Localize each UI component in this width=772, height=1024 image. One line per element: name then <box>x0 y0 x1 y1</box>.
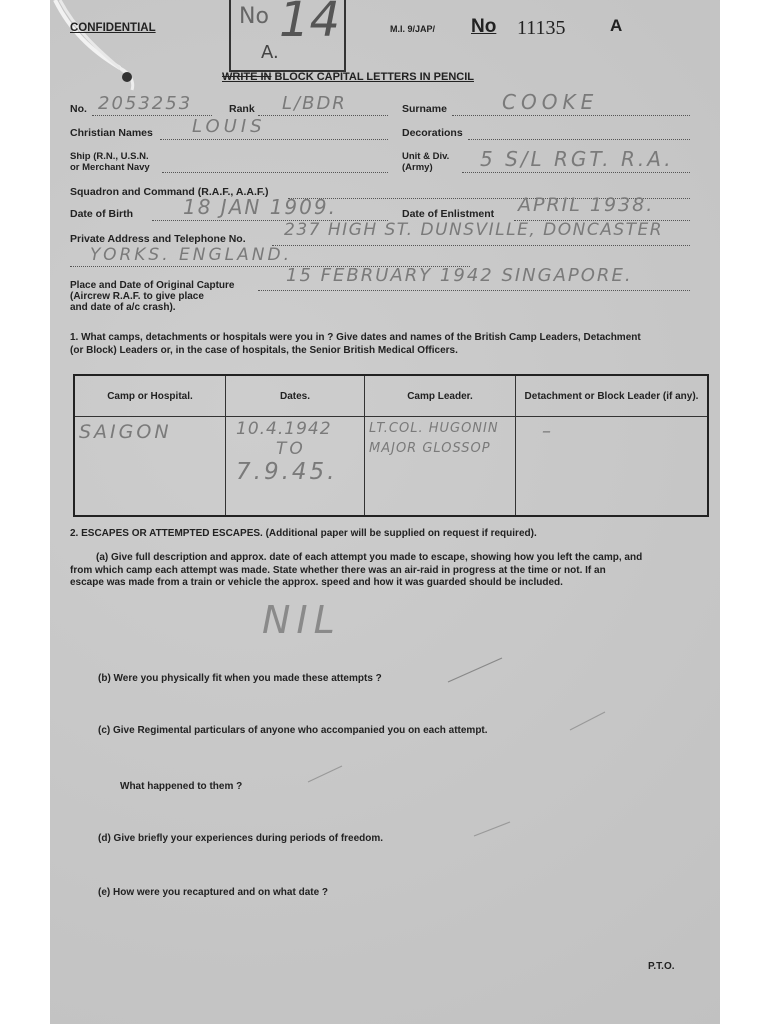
christian-names-label: Christian Names <box>70 127 153 139</box>
col-dates: Dates. <box>226 375 365 417</box>
address-value-2: YORKS. ENGLAND. <box>90 245 292 265</box>
instruction-rest: BLOCK CAPITAL LETTERS IN PENCIL <box>271 71 474 83</box>
ship-line <box>162 172 388 173</box>
service-no-value: 2053253 <box>98 93 193 114</box>
stamp-number: 14 <box>279 0 341 48</box>
section2-question-e: (e) How were you recaptured and on what date ? <box>98 887 329 898</box>
service-no-label: No. <box>70 103 87 115</box>
christian-names-line <box>160 139 388 140</box>
answer-a: NIL <box>262 598 341 642</box>
unit-label: Unit & Div. (Army) <box>402 151 450 173</box>
instruction-line <box>222 71 474 83</box>
address-label: Private Address and Telephone No. <box>70 233 246 245</box>
section2-question-c: (c) Give Regimental particulars of anyone who accompanied you on each attempt. <box>98 725 488 736</box>
enlistment-label: Date of Enlistment <box>402 208 495 220</box>
office-stamp <box>229 0 346 72</box>
table-row <box>74 417 708 517</box>
col-camp-leader: Camp Leader. <box>365 375 516 417</box>
address-line-1 <box>272 245 690 246</box>
unit-line <box>462 172 690 173</box>
tag-string-icon <box>50 0 140 95</box>
serial-number: 11135 <box>517 17 566 39</box>
instruction-struck: WRITE IN <box>222 71 272 83</box>
rank-value: L/BDR <box>282 93 347 114</box>
number-label: No <box>471 16 497 37</box>
rank-line <box>258 115 388 116</box>
address-value-1: 237 HIGH ST. DUNSVILLE, DONCASTER <box>284 220 664 240</box>
pencil-strokes-icon <box>50 640 720 860</box>
surname-label: Surname <box>402 103 447 115</box>
ship-label: Ship (R.N., U.S.N. or Merchant Navy <box>70 151 150 173</box>
dob-value: 18 JAN 1909. <box>183 195 337 219</box>
section1-question: 1. What camps, detachments or hospitals were you in ? Give dates and names of the British Camp Leaders, Detachment (or Block) Leaders or, in the case of hospitals, the Senior British Medical Officers. <box>70 332 641 356</box>
form-page <box>50 0 720 1024</box>
serial-suffix: A <box>610 16 623 35</box>
capture-value: 15 FEBRUARY 1942 SINGAPORE. <box>286 265 633 286</box>
enlistment-value: APRIL 1938. <box>518 194 655 216</box>
cell-dates: 10.4.1942 TO 7.9.45. <box>226 417 365 517</box>
col-camp: Camp or Hospital. <box>74 375 226 417</box>
decorations-line <box>468 139 690 140</box>
col-detachment: Detachment or Block Leader (if any). <box>516 375 709 417</box>
pto-label: P.T.O. <box>648 961 675 972</box>
confidential-label: CONFIDENTIAL <box>70 22 156 34</box>
cell-camp: SAIGON <box>74 417 226 517</box>
reference-code: M.I. 9/JAP/ <box>390 24 436 34</box>
surname-value: COOKE <box>502 90 599 114</box>
christian-names-value: LOUIS <box>192 116 266 137</box>
cell-detachment: – <box>516 417 709 517</box>
rank-label: Rank <box>229 103 255 115</box>
section2-heading: 2. ESCAPES OR ATTEMPTED ESCAPES. (Additional paper will be supplied on request if required). <box>70 528 537 539</box>
section2-question-d: (d) Give briefly your experiences during periods of freedom. <box>98 833 384 844</box>
section2-question-c2: What happened to them ? <box>120 781 243 792</box>
camps-table-header <box>74 375 708 417</box>
stamp-letter: A. <box>261 42 279 63</box>
decorations-label: Decorations <box>402 127 463 139</box>
unit-value: 5 S/L RGT. R.A. <box>480 147 674 171</box>
capture-line <box>258 290 690 291</box>
capture-label: Place and Date of Original Capture (Aircrew R.A.F. to give place and date of a/c crash). <box>70 280 235 313</box>
section2-question-a: (a) Give full description and approx. date of each attempt you made to escape, showing how you left the camp, and from which camp each attempt was made. State whether there was an air-raid in progress at the time or not. If an escape was made from a train or vehicle the approx. speed and how it was guarded should be included. <box>70 552 643 588</box>
section2-question-b: (b) Were you physically fit when you made these attempts ? <box>98 673 382 684</box>
dob-label: Date of Birth <box>70 208 133 220</box>
stamp-no: No <box>239 4 269 29</box>
cell-camp-leader: LT.COL. HUGONIN MAJOR GLOSSOP <box>365 417 516 517</box>
surname-line <box>452 115 690 116</box>
squadron-label: Squadron and Command (R.A.F., A.A.F.) <box>70 186 269 198</box>
camps-table <box>73 374 709 517</box>
